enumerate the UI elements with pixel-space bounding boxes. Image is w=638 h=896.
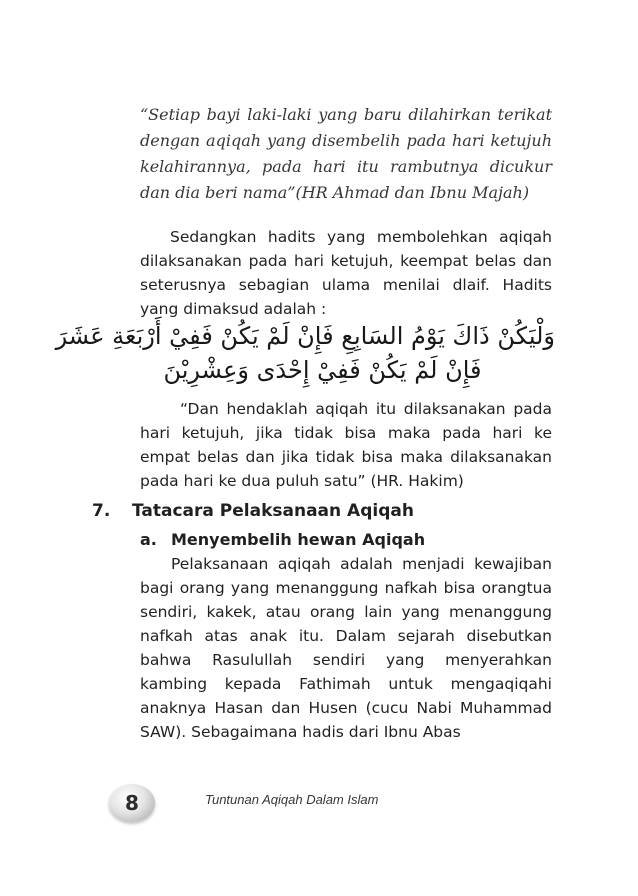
section-number: 7. bbox=[92, 501, 111, 521]
running-footer-title: Tuntunan Aqiqah Dalam Islam bbox=[205, 792, 379, 807]
hadith-quote-translation: “Setiap bayi laki-laki yang baru dilahirkan terikat dengan aqiqah yang disembelih pada hari ketujuh kelahirannya, pada hari itu rambutnya dicukur dan dia beri nama”(HR Ahmad dan Ibnu Majah) bbox=[140, 105, 552, 202]
section-title: Tatacara Pelaksanaan Aqiqah bbox=[132, 501, 414, 521]
hadith-translation-hakim: “Dan hendaklah aqiqah itu dilaksanakan pada hari ketujuh, jika tidak bisa maka pada hari ke empat belas dan jika tidak bisa maka dilaksanakan pada hari ke dua puluh satu” (HR. Hakim) bbox=[140, 400, 552, 490]
page-number: 8 bbox=[125, 791, 139, 815]
paragraph-hadith-intro: Sedangkan hadits yang membolehkan aqiqah dilaksanakan pada hari ketujuh, keempat belas dan seterusnya sebagian ulama menilai dlaif. Hadits yang dimaksud adalah : bbox=[140, 228, 552, 318]
arabic-hadith-line-2: فَإِنْ لَمْ يَكُنْ فَفِيْ إِحْدَى وَعِشْرِيْنَ bbox=[163, 356, 482, 384]
paragraph-aqiqah-obligation: Pelaksanaan aqiqah adalah menjadi kewajiban bagi orang yang menanggung nafkah bisa orangtua sendiri, kakek, atau orang lain yang menanggung nafkah atas anak itu. Dalam sejarah disebutkan bahwa Rasulullah sendiri yang menyerahkan kambing kepada Fathimah untuk mengaqiqahi anaknya Hasan dan Husen (cucu Nabi Muhammad SAW). Sebagaimana hadis dari Ibnu Abas bbox=[140, 555, 552, 741]
subsection-heading bbox=[140, 530, 425, 549]
subsection-title: Menyembelih hewan Aqiqah bbox=[171, 530, 426, 549]
section-heading bbox=[92, 501, 414, 521]
arabic-hadith-line-1: وَلْيَكُنْ ذَاكَ يَوْمُ السَابِعِ فَإِنْ لَمْ يَكُنْ فَفِيْ أَرْبَعَةِ عَشَرَ bbox=[55, 322, 555, 350]
subsection-letter: a. bbox=[140, 530, 157, 549]
page-number-badge bbox=[109, 784, 155, 822]
